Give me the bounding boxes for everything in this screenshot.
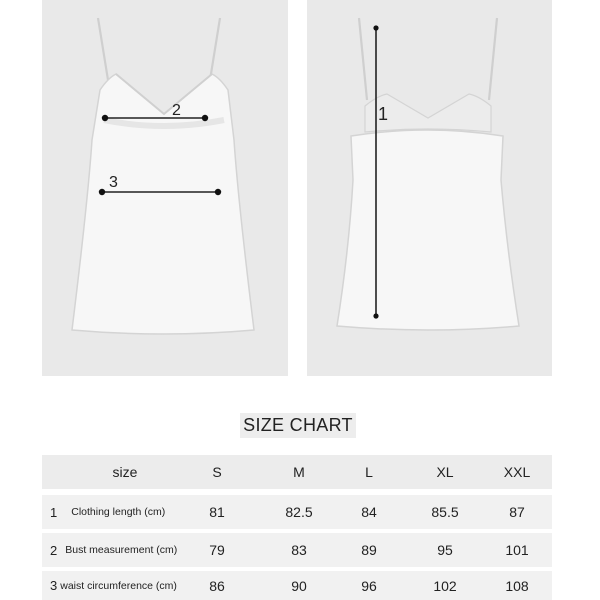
- camisole-back-illustration: [307, 0, 552, 376]
- row-label: [42, 495, 208, 529]
- camisole-front-illustration: [42, 0, 288, 376]
- size-chart-title: SIZE CHART: [240, 413, 356, 438]
- table-cell: 89: [361, 542, 377, 558]
- header-size-s: S: [212, 464, 222, 480]
- table-cell: 83: [291, 542, 307, 558]
- header-size-xl: XL: [436, 464, 454, 480]
- table-row: [42, 533, 552, 567]
- marker-1: 1: [378, 104, 389, 124]
- header-size-xxl: XXL: [503, 464, 531, 480]
- table-row: [42, 495, 552, 529]
- table-cell: 90: [291, 577, 307, 594]
- row-number: 3: [50, 578, 58, 593]
- back-view-panel: [307, 0, 552, 376]
- marker-2: 2: [172, 102, 181, 119]
- row-label-text: Clothing length (cm): [71, 506, 166, 518]
- table-cell: 108: [505, 577, 529, 594]
- row-label: [42, 571, 208, 600]
- marker-3: 3: [109, 174, 118, 191]
- table-cell: 84: [361, 504, 377, 520]
- size-chart-header-row: [42, 455, 552, 489]
- table-cell: 81: [209, 504, 225, 520]
- front-view-panel: [42, 0, 288, 376]
- table-cell: 82.5: [285, 504, 313, 520]
- table-cell: 85.5: [431, 504, 459, 520]
- table-cell: 102: [433, 577, 457, 594]
- header-size-m: M: [293, 464, 305, 480]
- row-label: [42, 533, 208, 567]
- table-cell: 95: [437, 542, 453, 558]
- table-cell: 87: [509, 504, 525, 520]
- table-cell: 86: [209, 577, 225, 594]
- table-cell: 79: [209, 542, 225, 558]
- row-number: 2: [50, 542, 58, 558]
- table-cell: 101: [505, 542, 529, 558]
- header-size-label: size: [112, 464, 138, 480]
- row-number: 1: [50, 504, 58, 520]
- row-label-text: waist circumference (cm): [60, 579, 177, 592]
- row-label-text: Bust measurement (cm): [65, 544, 178, 556]
- header-size-l: L: [365, 464, 373, 480]
- table-cell: 96: [361, 577, 377, 594]
- table-row: [42, 571, 552, 600]
